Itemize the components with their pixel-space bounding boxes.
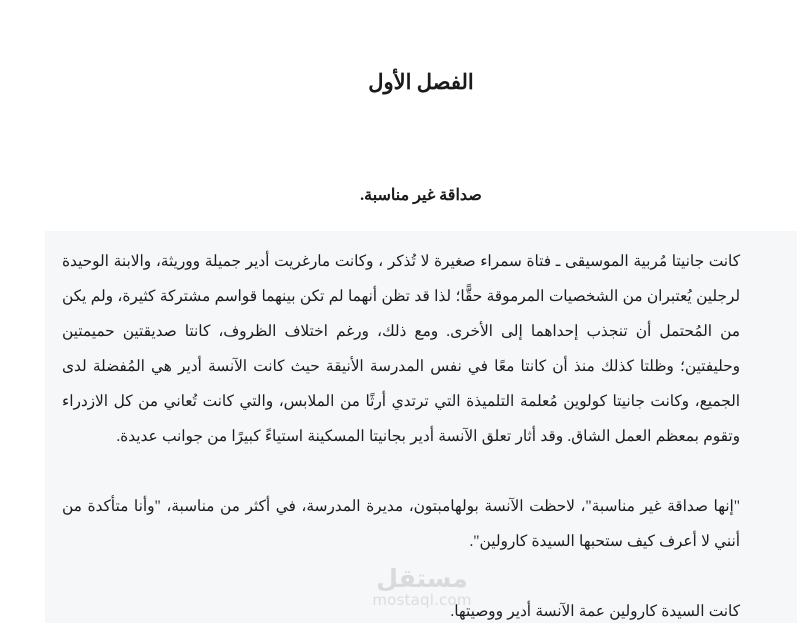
section-subtitle: صداقة غير مناسبة. (360, 187, 482, 205)
body-paragraph-partial: كانت السيدة كارولين عمة الآنسة أدير ووصيتها. (450, 603, 740, 620)
chapter-title: الفصل الأول (368, 70, 474, 95)
body-paragraph: "إنها صداقة غير مناسبة"، لاحظت الآنسة بولهامبتون، مديرة المدرسة، في أكثر من مناسبة، "وأنا متأكدة من أنني لا أعرف كيف ستحبها السيدة كارولين". (62, 498, 740, 550)
watermark-wordmark: مستقل (376, 564, 468, 593)
body-text-column (62, 244, 740, 623)
body-paragraph: كانت جانيتا مُربية الموسيقى ـ فتاة سمراء صغيرة لا تُذكر ، وكانت مارغريت أدير جميلة ووريثة، والابنة الوحيدة لرجلين يُعتبران من الشخصيات المرموقة حقًّا؛ لذا قد تظن أنهما لم تكن بينهما قواسم مشتركة كثيرة، ولم يكن من المُحتمل أن تنجذب إحداهما إلى الأخرى. ومع ذلك، ورغم اختلاف الظروف، كانتا صديقتين حميمتين وحليفتين؛ وظلتا كذلك منذ أن كانتا معًا في نفس المدرسة الأنيقة حيث كانت الآنسة أدير هي المُفضلة لدى الجميع، وكانت جانيتا كولوين مُعلمة التلميذة التي ترتدي أرثًا من الملابس، والتي كانت تُعاني من كل الازدراء وتقوم بمعظم العمل الشاق. وقد أثار تعلق الآنسة أدير بجانيتا المسكينة استياءً كبيرًا من جوانب عديدة. (62, 253, 740, 445)
left-gutter (0, 0, 45, 623)
watermark-domain: mostaql.com (372, 591, 472, 610)
